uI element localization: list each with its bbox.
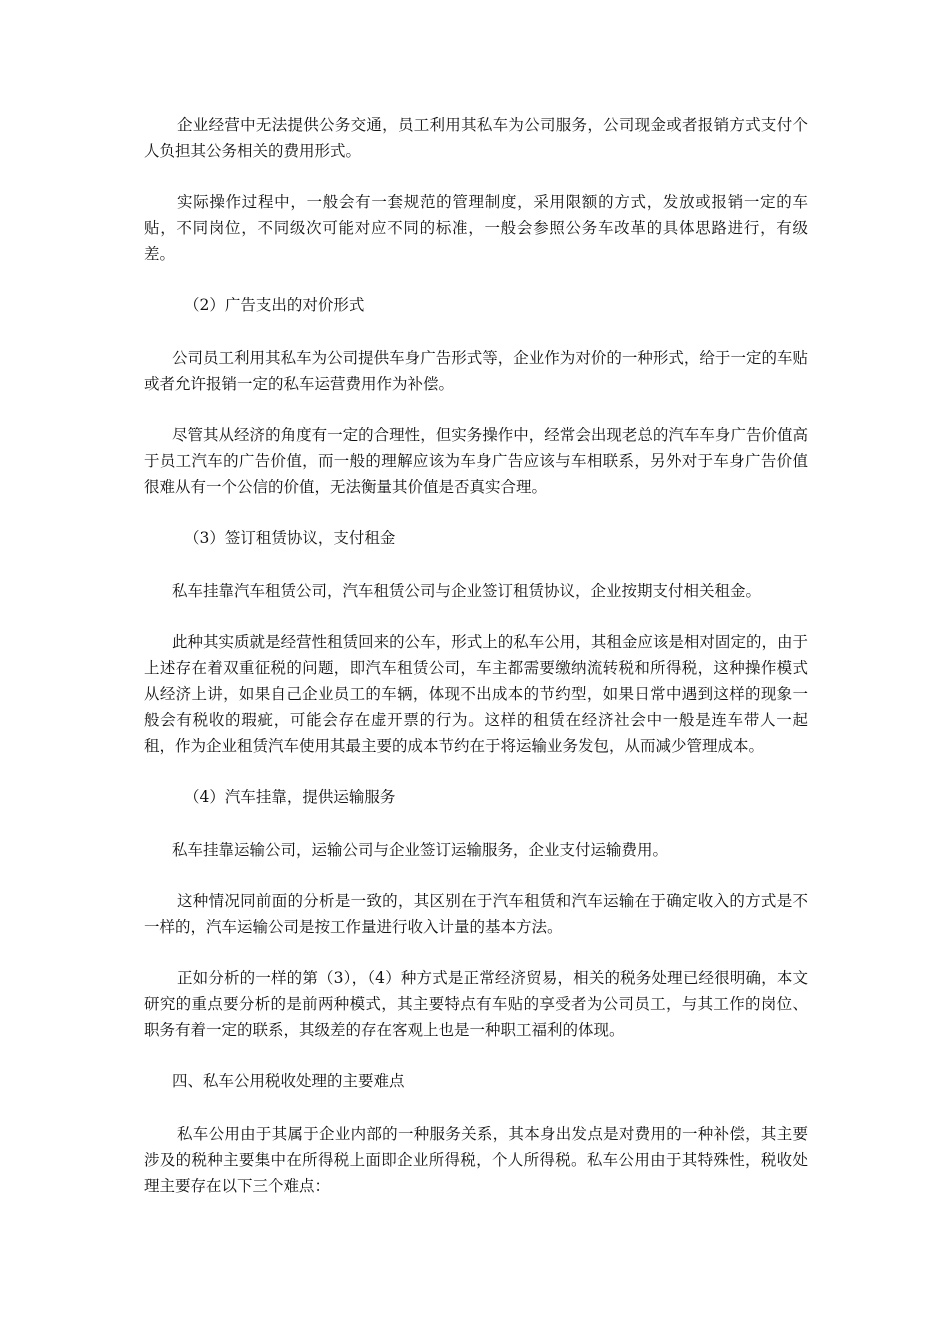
paragraph-tax-overview: 私车公用由于其属于企业内部的一种服务关系，其本身出发点是对费用的一种补偿，其主要涉及的税种主要集中在所得税上面即企业所得税，个人所得税。私车公用由于其特殊性，税收处理主要存在以下三个难点： [144, 1125, 808, 1195]
paragraph-actual-operation: 实际操作过程中，一般会有一套规范的管理制度，采用限额的方式，发放或报销一定的车贴，不同岗位，不同级次可能对应不同的标准，一般会参照公务车改革的具体思路进行，有级差。 [144, 193, 808, 263]
paragraph-body-advertising: 公司员工利用其私车为公司提供车身广告形式等，企业作为对价的一种形式，给于一定的车贴或者允许报销一定的私车运营费用作为补偿。 [144, 349, 808, 393]
paragraph-operating-lease: 此种其实质就是经营性租赁回来的公车，形式上的私车公用，其租金应该是相对固定的，由于上述存在着双重征税的问题，即汽车租赁公司，车主都需要缴纳流转税和所得税，这种操作模式从经济上讲，如果自己企业员工的车辆，体现不出成本的节约型，如果日常中遇到这样的现象一般会有税收的瑕疵，可能会存在虚开票的行为。这样的租赁在经济社会中一般是连车带人一起租，作为企业租赁汽车使用其最主要的成本节约在于将运输业务发包，从而减少管理成本。 [144, 633, 808, 755]
paragraph-transport-company: 私车挂靠运输公司，运输公司与企业签订运输服务，企业支付运输费用。 [172, 841, 669, 859]
heading-advertising-consideration: （2）广告支出的对价形式 [184, 296, 365, 314]
paragraph-rental-company: 私车挂靠汽车租赁公司，汽车租赁公司与企业签订租赁协议，企业按期支付相关租金。 [172, 582, 762, 600]
paragraph-official-transport: 企业经营中无法提供公务交通，员工利用其私车为公司服务，公司现金或者报销方式支付个人负担其公务相关的费用形式。 [144, 116, 808, 160]
document-body [144, 112, 808, 1224]
heading-lease-agreement: （3）签订租赁协议，支付租金 [184, 529, 396, 547]
paragraph-income-method: 这种情况同前面的分析是一致的，其区别在于汽车租赁和汽车运输在于确定收入的方式是不一样的，汽车运输公司是按工作量进行收入计量的基本方法。 [144, 892, 808, 936]
heading-transport-service: （4）汽车挂靠，提供运输服务 [184, 788, 396, 806]
heading-tax-difficulties: 四、私车公用税收处理的主要难点 [172, 1072, 405, 1090]
paragraph-advertising-value: 尽管其从经济的角度有一定的合理性，但实务操作中，经常会出现老总的汽车车身广告价值高于员工汽车的广告价值，而一般的理解应该为车身广告应该与车相联系，另外对于车身广告价值很难从有一个公信的价值，无法衡量其价值是否真实合理。 [144, 426, 808, 496]
paragraph-research-focus: 正如分析的一样的第（3），（4）种方式是正常经济贸易，相关的税务处理已经很明确，本文研究的重点要分析的是前两种模式，其主要特点有车贴的享受者为公司员工，与其工作的岗位、职务有着一定的联系，其级差的存在客观上也是一种职工福利的体现。 [144, 969, 808, 1039]
